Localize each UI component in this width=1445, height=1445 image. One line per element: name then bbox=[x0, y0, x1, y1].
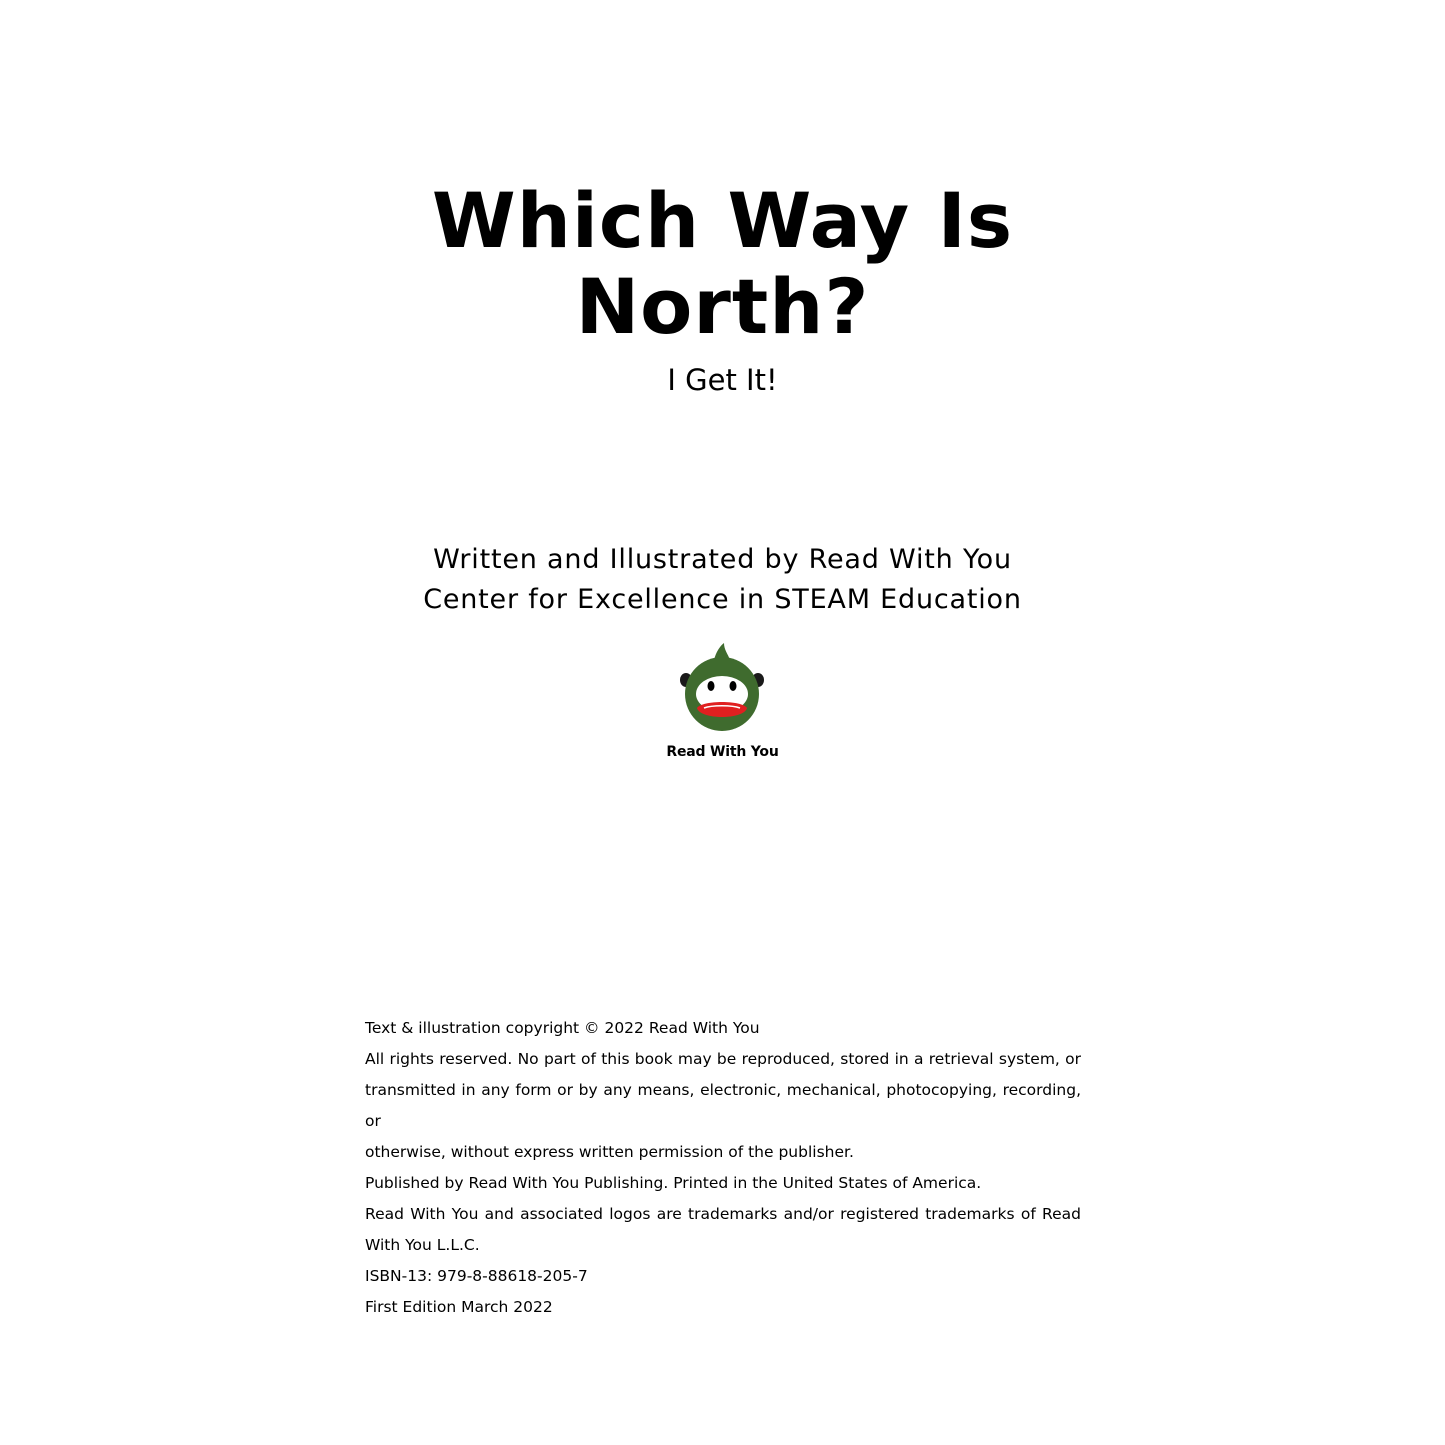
copyright-line: Text & illustration copyright © 2022 Read With You bbox=[365, 1019, 760, 1037]
copyright-line: Read With You and associated logos are trademarks and/or registered trademarks of Read bbox=[365, 1205, 1081, 1223]
logo-caption: Read With You bbox=[666, 744, 779, 760]
author-credits bbox=[0, 540, 1445, 620]
credits-line-2: Center for Excellence in STEAM Education bbox=[423, 584, 1022, 615]
copyright-line: transmitted in any form or by any means, electronic, mechanical, photocopying, recording, or bbox=[365, 1081, 1081, 1130]
book-title bbox=[0, 178, 1445, 350]
copyright-line: All rights reserved. No part of this book may be reproduced, stored in a retrieval system, or bbox=[365, 1050, 1081, 1068]
copyright-line: With You L.L.C. bbox=[365, 1236, 480, 1254]
credits-line-1: Written and Illustrated by Read With You bbox=[433, 544, 1012, 575]
sock-monkey-logo-icon bbox=[672, 642, 772, 737]
copyright-line: Published by Read With You Publishing. Printed in the United States of America. bbox=[365, 1174, 982, 1192]
edition-line: First Edition March 2022 bbox=[365, 1298, 553, 1316]
copyright-line: otherwise, without express written permission of the publisher. bbox=[365, 1143, 854, 1161]
book-subtitle: I Get It! bbox=[667, 363, 778, 397]
isbn-line: ISBN-13: 979-8-88618-205-7 bbox=[365, 1267, 588, 1285]
book-title-line-2: North? bbox=[575, 262, 870, 351]
book-title-line-1: Which Way Is bbox=[431, 176, 1014, 265]
copyright-block bbox=[365, 1013, 1081, 1323]
